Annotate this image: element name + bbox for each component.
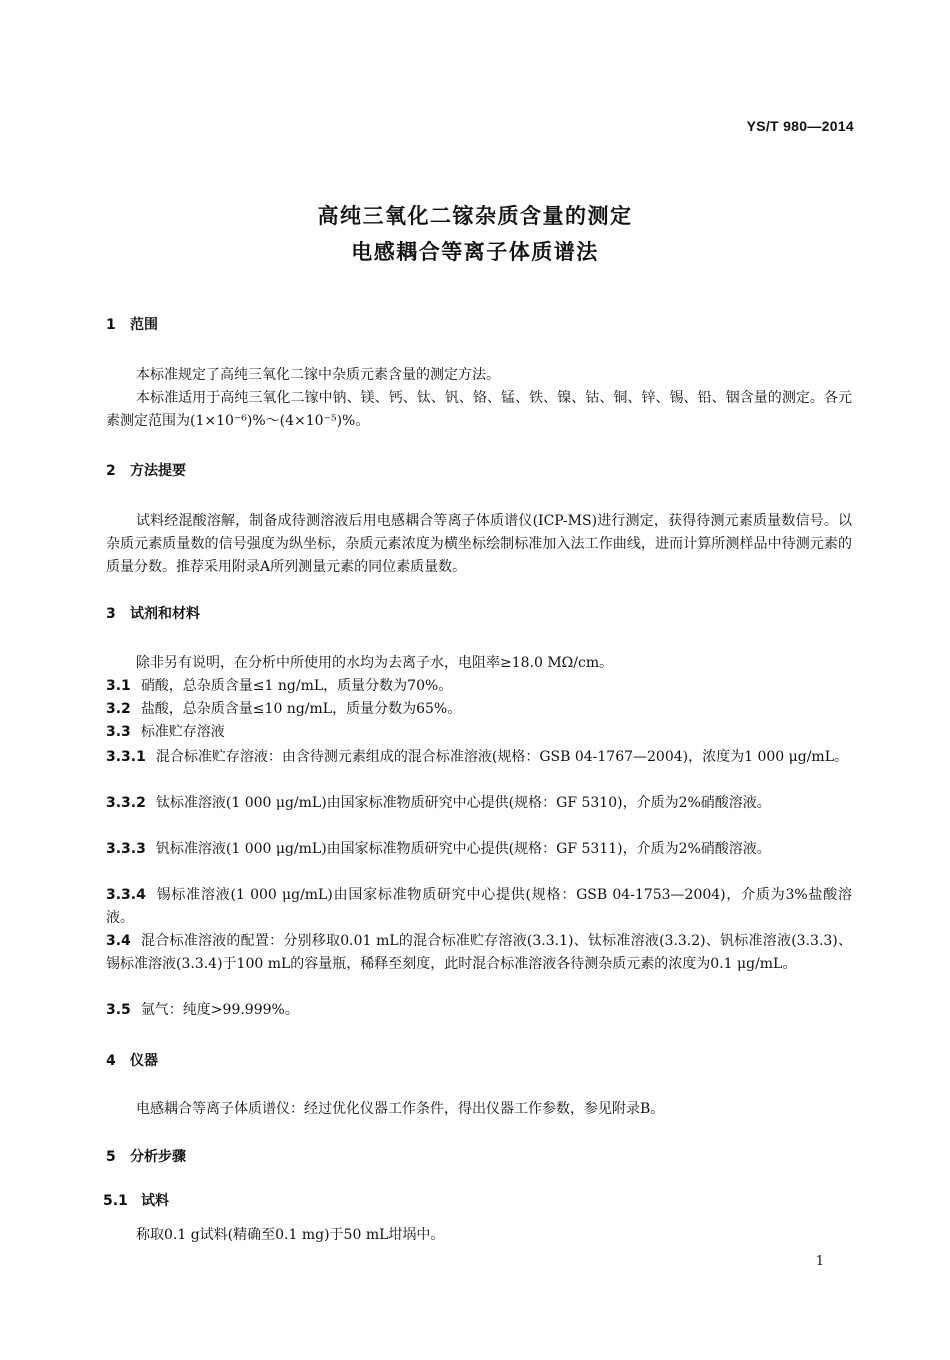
section-number: 2 xyxy=(106,463,116,479)
clause-number: 3.4 xyxy=(106,933,131,949)
clause-text: 盐酸，总杂质含量≤10 ng/mL，质量分数为65%。 xyxy=(140,701,462,717)
clause-3-5 xyxy=(106,999,852,1022)
section-1-paragraph-2: 本标准适用于高纯三氧化二镓中钠、镁、钙、钛、钒、铬、锰、铁、镍、钴、铜、锌、锡、铅、铟含量的测定。各元素测定范围为(1×10⁻⁶)%～(4×10⁻⁵)%。 xyxy=(106,390,852,429)
section-5-heading xyxy=(106,1146,186,1166)
clause-3-3-1 xyxy=(106,746,852,769)
clause-number: 3.2 xyxy=(106,701,131,717)
subsection-5-1-heading xyxy=(103,1190,169,1210)
section-number: 4 xyxy=(106,1053,116,1069)
clause-text: 钛标准溶液(1 000 μg/mL)由国家标准物质研究中心提供(规格：GF 5310)，介质为2%硝酸溶液。 xyxy=(155,795,771,811)
clause-number: 3.1 xyxy=(106,678,131,694)
standard-code: YS/T 980—2014 xyxy=(746,118,854,134)
section-number: 1 xyxy=(106,317,116,333)
section-1-paragraph-1: 本标准规定了高纯三氧化二镓中杂质元素含量的测定方法。 xyxy=(136,367,500,383)
clause-3-3-4 xyxy=(106,884,852,930)
document-subtitle: 电感耦合等离子体质谱法 xyxy=(351,240,599,264)
section-title: 分析步骤 xyxy=(130,1149,186,1165)
clause-number: 3.3.3 xyxy=(106,841,146,857)
clause-text: 硝酸，总杂质含量≤1 ng/mL，质量分数为70%。 xyxy=(140,678,453,694)
subsection-title: 试料 xyxy=(141,1193,169,1209)
clause-text: 锡标准溶液(1 000 μg/mL)由国家标准物质研究中心提供(规格：GSB 04-1753—2004)，介质为3%盐酸溶液。 xyxy=(106,887,852,926)
clause-number: 3.3.4 xyxy=(106,887,146,903)
section-number: 5 xyxy=(106,1149,116,1165)
clause-3-1 xyxy=(106,675,852,698)
section-2-heading xyxy=(106,460,186,480)
section-1-heading xyxy=(106,314,158,334)
clause-3-3-2 xyxy=(106,792,852,815)
section-4-heading xyxy=(106,1050,158,1070)
section-title: 范围 xyxy=(130,317,158,333)
section-5-paragraph-1: 称取0.1 g试料(精确至0.1 mg)于50 mL坩埚中。 xyxy=(136,1227,445,1243)
page-number: 1 xyxy=(815,1254,824,1269)
document-title: 高纯三氧化二镓杂质含量的测定 xyxy=(317,204,633,228)
section-title: 仪器 xyxy=(130,1053,158,1069)
clause-text: 钒标准溶液(1 000 μg/mL)由国家标准物质研究中心提供(规格：GF 5311)，介质为2%硝酸溶液。 xyxy=(155,841,771,857)
clause-text: 氩气：纯度>99.999%。 xyxy=(140,1002,299,1018)
clause-number: 3.3 xyxy=(106,724,131,740)
section-3-heading xyxy=(106,603,200,623)
clause-3-2 xyxy=(106,698,852,721)
clause-text: 标准贮存溶液 xyxy=(140,724,225,740)
section-2-paragraph-1: 试料经混酸溶解，制备成待测溶液后用电感耦合等离子体质谱仪(ICP-MS)进行测定，获得待测元素质量数信号。以杂质元素质量数的信号强度为纵坐标，杂质元素浓度为横坐标绘制标准加入法工作曲线，进而计算所测样品中待测元素的质量分数。推荐采用附录A所列测量元素的同位素质量数。 xyxy=(106,513,852,575)
subsection-number: 5.1 xyxy=(103,1193,128,1209)
section-4-paragraph-1: 电感耦合等离子体质谱仪：经过优化仪器工作条件，得出仪器工作参数，参见附录B。 xyxy=(136,1101,665,1117)
section-title: 试剂和材料 xyxy=(130,606,200,622)
clause-text: 混合标准溶液的配置：分别移取0.01 mL的混合标准贮存溶液(3.3.1)、钛标准溶液(3.3.2)、钒标准溶液(3.3.3)、锡标准溶液(3.3.4)于100 mL的容量瓶，稀释至刻度，此时混合标准溶液各待测杂质元素的浓度为0.1 μg/mL。 xyxy=(106,933,852,972)
section-number: 3 xyxy=(106,606,116,622)
section-3-intro: 除非另有说明，在分析中所使用的水均为去离子水，电阻率≥18.0 MΩ/cm。 xyxy=(136,655,614,671)
clause-number: 3.3.1 xyxy=(106,749,146,765)
clause-3-4 xyxy=(106,930,852,976)
clause-number: 3.3.2 xyxy=(106,795,146,811)
clause-3-3 xyxy=(106,721,852,744)
clause-number: 3.5 xyxy=(106,1002,131,1018)
section-title: 方法提要 xyxy=(130,463,186,479)
clause-text: 混合标准贮存溶液：由含待测元素组成的混合标准溶液(规格：GSB 04-1767—2004)，浓度为1 000 μg/mL。 xyxy=(155,749,848,765)
clause-3-3-3 xyxy=(106,838,852,861)
